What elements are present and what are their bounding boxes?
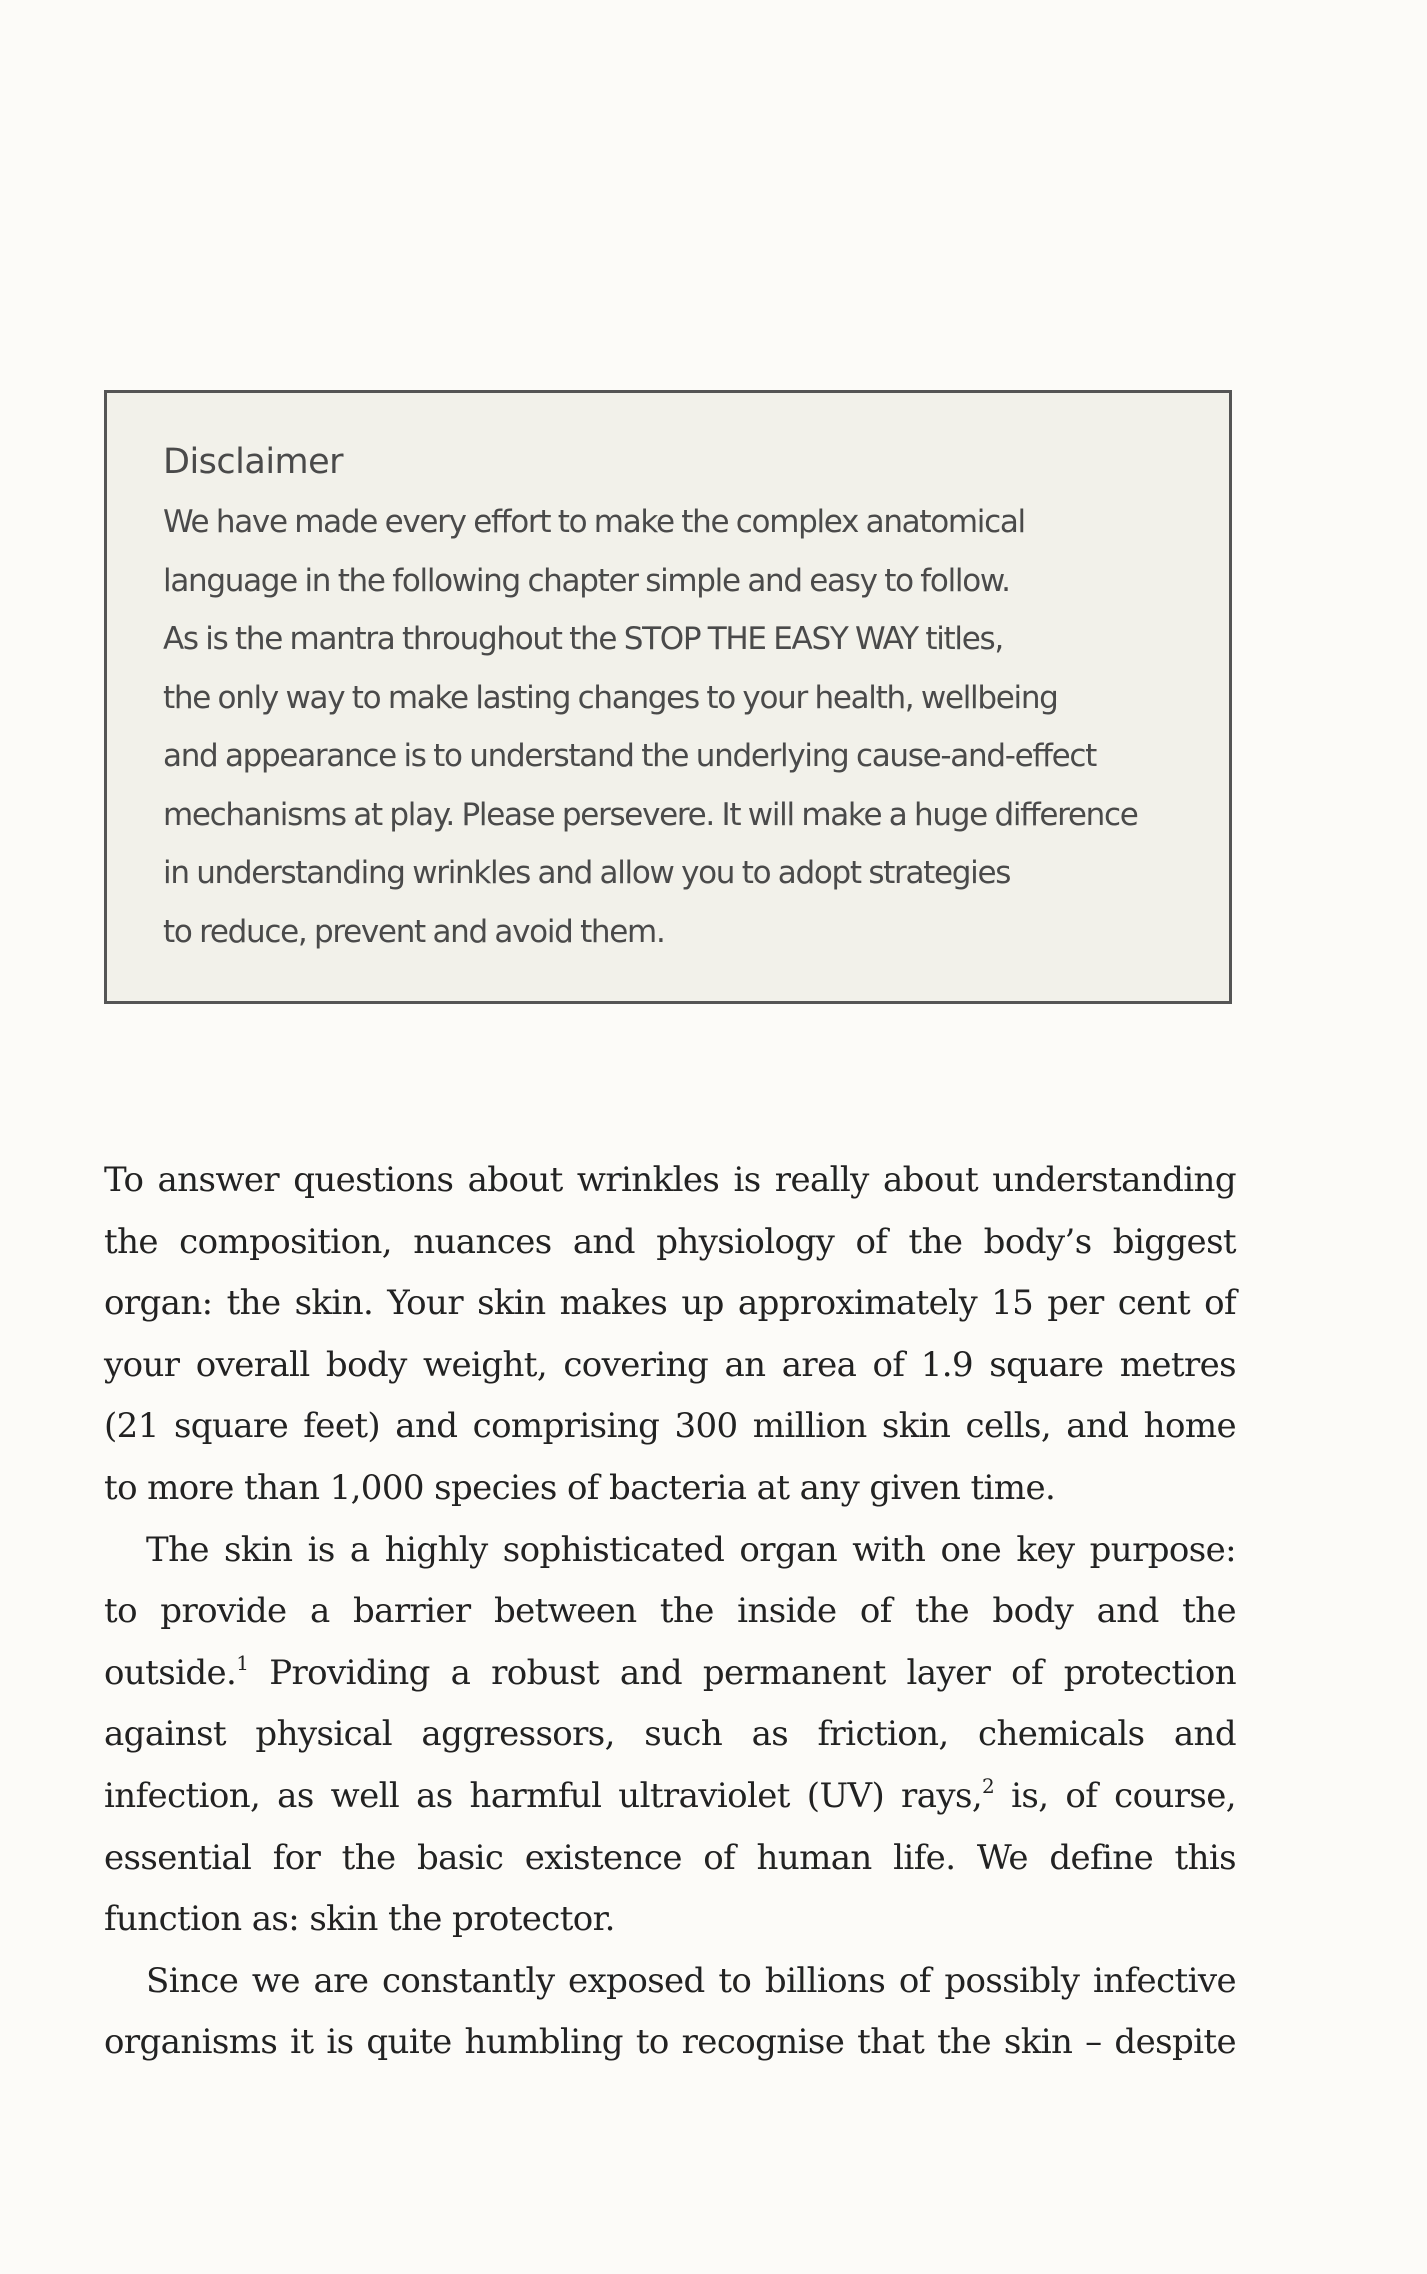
disclaimer-title: Disclaimer bbox=[163, 442, 344, 482]
text-line: your overall body weight, covering an area of 1.9 square metres bbox=[104, 1344, 1236, 1385]
disclaimer-line: mechanisms at play. Please persevere. It will make a huge difference bbox=[163, 796, 1138, 833]
disclaimer-line: As is the mantra throughout the STOP THE EASY WAY titles, bbox=[163, 621, 1003, 657]
disclaimer-line: language in the following chapter simple and easy to follow. bbox=[163, 562, 1010, 599]
text-line: the composition, nuances and physiology of the body’s biggest bbox=[104, 1221, 1236, 1262]
text-line: To answer questions about wrinkles is really about understanding bbox=[104, 1160, 1236, 1200]
paragraph-2 bbox=[104, 1520, 1236, 1951]
text-line: to provide a barrier between the inside of the body and the bbox=[104, 1591, 1236, 1632]
body-text bbox=[104, 1150, 1236, 2074]
text-line bbox=[104, 1643, 1236, 1705]
text-line: Since we are constantly exposed to billions of possibly infective bbox=[146, 1960, 1236, 2001]
disclaimer-line: and appearance is to understand the underlying cause-and-effect bbox=[163, 738, 1096, 774]
text-line: to more than 1,000 species of bacteria at any given time. bbox=[104, 1467, 1056, 1508]
text-line: function as: skin the protector. bbox=[104, 1899, 615, 1940]
disclaimer-line: We have made every effort to make the complex anatomical bbox=[163, 504, 1025, 540]
disclaimer-box bbox=[104, 390, 1232, 1004]
text-segment: infection, as well as harmful ultraviolet (UV) rays, bbox=[104, 1775, 983, 1816]
text-line: essential for the basic existence of human life. We define this bbox=[104, 1837, 1236, 1878]
text-line: (21 square feet) and comprising 300 million skin cells, and home bbox=[104, 1406, 1236, 1447]
text-segment: Providing a robust and permanent layer of protection bbox=[248, 1652, 1236, 1693]
text-segment: outside. bbox=[104, 1652, 237, 1693]
paragraph-3 bbox=[104, 1951, 1236, 2074]
text-segment: is, of course, bbox=[994, 1775, 1236, 1816]
footnote-ref-2: 2 bbox=[982, 1773, 995, 1798]
text-line bbox=[104, 1766, 1236, 1828]
text-line: organisms it is quite humbling to recognise that the skin – despite bbox=[104, 2022, 1236, 2063]
disclaimer-line: in understanding wrinkles and allow you to adopt strategies bbox=[163, 855, 1011, 891]
disclaimer-line: to reduce, prevent and avoid them. bbox=[163, 913, 665, 950]
footnote-ref-1: 1 bbox=[236, 1650, 249, 1675]
text-line: against physical aggressors, such as friction, chemicals and bbox=[104, 1714, 1236, 1755]
text-line: organ: the skin. Your skin makes up approximately 15 per cent of bbox=[104, 1283, 1236, 1324]
disclaimer-line: the only way to make lasting changes to your health, wellbeing bbox=[163, 679, 1058, 716]
text-line: The skin is a highly sophisticated organ with one key purpose: bbox=[146, 1529, 1236, 1570]
paragraph-1 bbox=[104, 1150, 1236, 1520]
